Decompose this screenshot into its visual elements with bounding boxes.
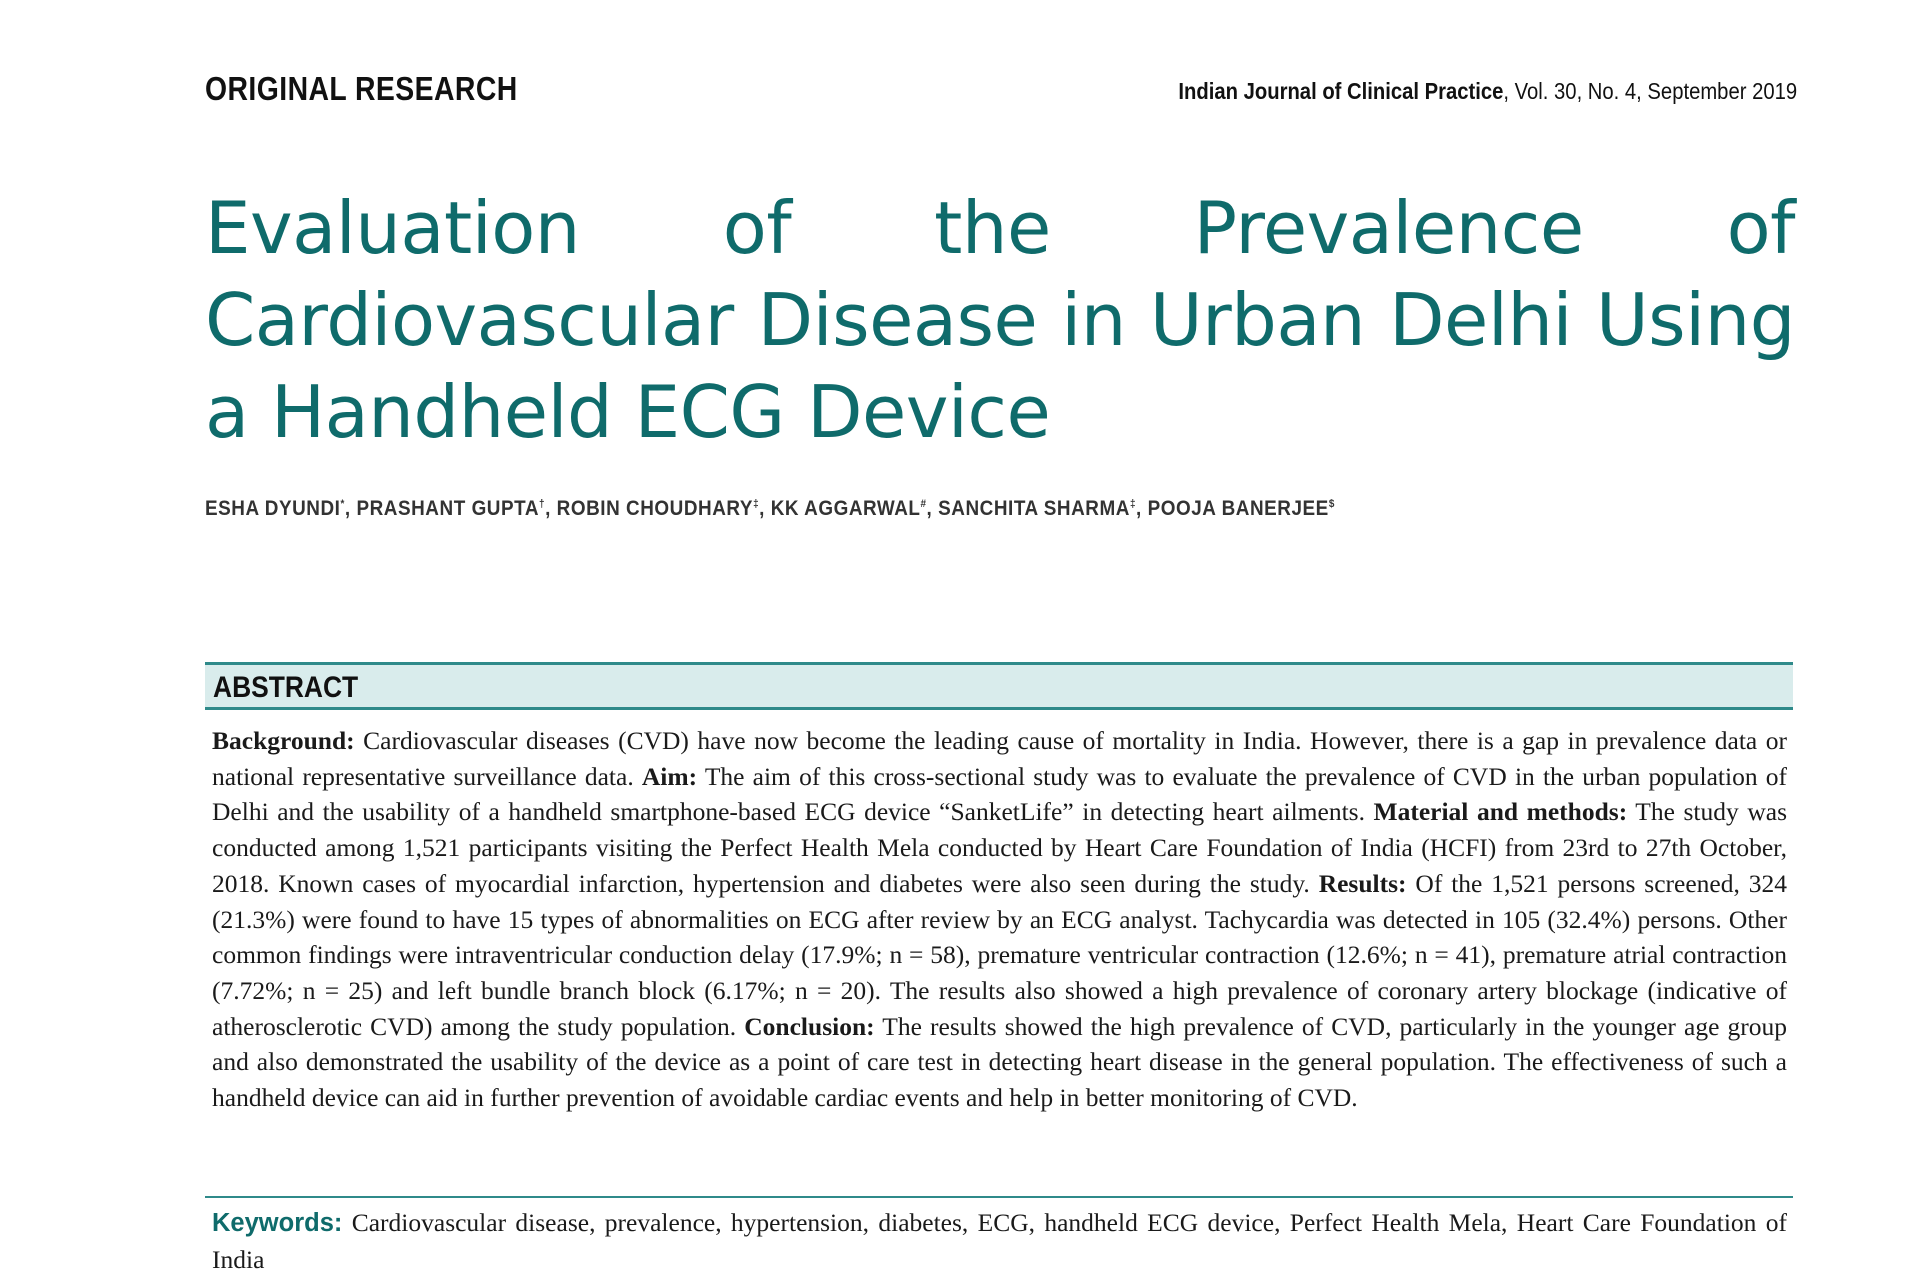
author-name: PRASHANT GUPTA: [356, 497, 540, 520]
author-affiliation-mark: #: [920, 498, 927, 510]
author-name: KK AGGARWAL: [770, 497, 921, 520]
keywords: [212, 1205, 1787, 1277]
keywords-text: Cardiovascular disease, prevalence, hypertension, diabetes, ECG, handheld ECG device, Perfect Health Mela, Heart Care Foundation of India: [212, 1208, 1787, 1274]
journal-name: Indian Journal of Clinical Practice: [1178, 78, 1504, 104]
abstract-body: [212, 723, 1787, 1116]
author-affiliation-mark: $: [1328, 498, 1335, 510]
conclusion-text: The results showed the high prevalence of CVD, particularly in the younger age group and also demonstrated the usability of the device as a point of care test in detecting heart disease in the general population. The effectiveness of such a handheld device can aid in further prevention of avoidable cardiac events and help in better monitoring of CVD.: [212, 1011, 1787, 1113]
results-text: Of the 1,521 persons screened, 324 (21.3%) were found to have 15 types of abnormalities on ECG after review by an ECG analyst. Tachycardia was detected in 105 (32.4%) persons. Other common findings were intraventricular conduction delay (17.9%; n = 58), premature ventricular contraction (12.6%; n = 41), premature atrial contraction (7.72%; n = 25) and left bundle branch block (6.17%; n = 20). The results also showed a high prevalence of coronary artery blockage (indicative of atherosclerotic CVD) among the study population.: [212, 868, 1788, 1041]
author-name: POOJA BANERJEE: [1147, 497, 1329, 520]
journal-info: [1178, 78, 1797, 105]
aim-label: Aim:: [641, 761, 698, 791]
results-label: Results:: [1318, 868, 1407, 898]
author-affiliation-mark: *: [340, 498, 345, 510]
article-title: Evaluation of the Prevalence of Cardiovascular Disease in Urban Delhi Using a Handheld ECG Device: [205, 186, 1795, 454]
background-text: Cardiovascular diseases (CVD) have now become the leading cause of mortality in India. However, there is a gap in prevalence data or national representative surveillance data.: [212, 726, 1787, 791]
abstract-heading: ABSTRACT: [213, 671, 359, 704]
author-affiliation-mark: †: [539, 498, 546, 510]
author-name: SANCHITA SHARMA: [938, 497, 1130, 520]
methods-label: Material and methods:: [1373, 797, 1628, 827]
author-list: ESHA DYUNDI*, PRASHANT GUPTA†, ROBIN CHOUDHARY‡, KK AGGARWAL#, SANCHITA SHARMA‡, POOJA BANERJEE$: [205, 497, 1335, 520]
abstract-divider: [205, 1196, 1793, 1198]
abstract-header: [205, 662, 1793, 710]
author-name: ROBIN CHOUDHARY: [556, 497, 754, 520]
conclusion-label: Conclusion:: [744, 1011, 875, 1041]
section-label: ORIGINAL RESEARCH: [205, 70, 518, 107]
background-label: Background:: [212, 726, 355, 755]
author-name: ESHA DYUNDI: [205, 497, 341, 520]
methods-text: The study was conducted among 1,521 participants visiting the Perfect Health Mela conducted by Heart Care Foundation of India (HCFI) from 23rd to 27th October, 2018. Known cases of myocardial infarction, hypertension and diabetes were also seen during the study.: [212, 797, 1787, 898]
aim-text: The aim of this cross-sectional study was to evaluate the prevalence of CVD in the urban population of Delhi and the usability of a handheld smartphone-based ECG device “SanketLife” in detecting heart ailments.: [212, 761, 1787, 827]
journal-issue: , Vol. 30, No. 4, September 2019: [1503, 78, 1797, 104]
keywords-label: Keywords:: [212, 1209, 343, 1237]
author-affiliation-mark: ‡: [753, 498, 760, 510]
author-affiliation-mark: ‡: [1129, 498, 1137, 510]
